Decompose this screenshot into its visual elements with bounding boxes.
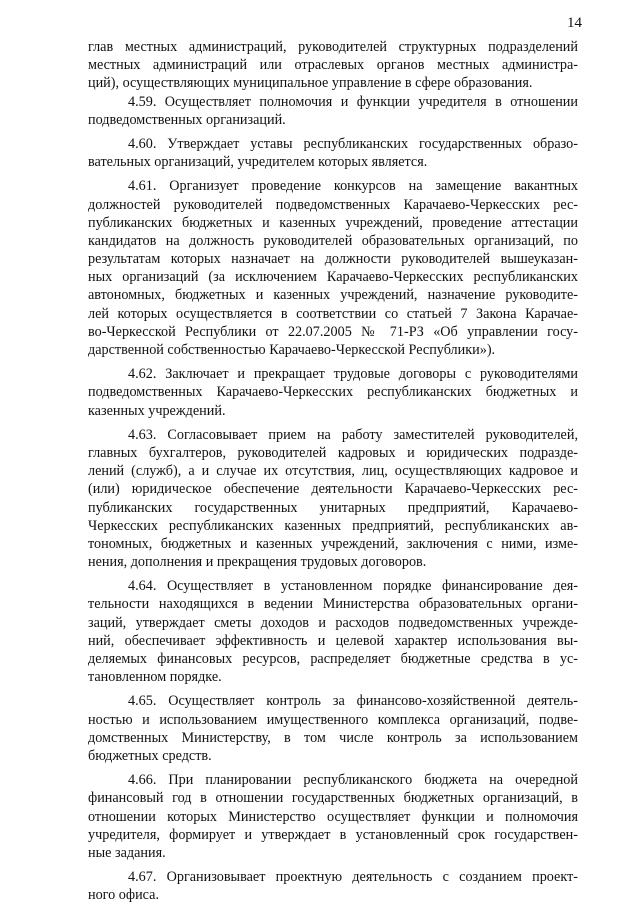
text-line: автономных, бюджетных и казенных учреждений, назначение руководите-: [88, 287, 578, 304]
text-line: главных бухгалтеров, руководителей кадровых и юридических подразде-: [88, 444, 578, 461]
text-line: 4.64. Осуществляет в установленном порядке финансирование дея-: [128, 578, 578, 595]
text-line: кандидатов на должность руководителей образовательных организаций, по: [88, 232, 578, 249]
paragraph-4-64: [88, 577, 578, 686]
text-line: местных администраций или отраслевых органов местных администра-: [88, 57, 578, 74]
text-line: казенных учреждений.: [88, 402, 226, 419]
text-line: домственных Министерству, в том числе контроль за использованием: [88, 729, 578, 746]
text-line: Черкесских республиканских казенных предприятий, республиканских ав-: [88, 517, 578, 534]
text-line: тономных, бюджетных и казенных учреждений, заключения с ними, изме-: [88, 535, 578, 552]
text-line: подведомственных организаций.: [88, 111, 286, 128]
paragraph-4-65: [88, 692, 578, 765]
paragraph-4-61: [88, 177, 578, 359]
text-line: лений (служб), а и случае их отсутствия, лиц, осуществляющих кадровое и: [88, 463, 578, 480]
page-number: 14: [567, 15, 582, 31]
text-line: публиканских государственных унитарных предприятий, Карачаево-: [88, 499, 578, 516]
text-line: 4.61. Организует проведение конкурсов на замещение вакантных: [128, 178, 578, 195]
text-line: ностью и использованием имущественного комплекса организаций, подве-: [88, 711, 578, 728]
text-line: (или) юридическое обеспечение деятельности Карачаево-Черкесских рес-: [88, 481, 578, 498]
text-line: 4.60. Утверждает уставы республиканских государственных образо-: [128, 135, 578, 152]
text-line: заций, утверждает сметы доходов и расходов подведомственных учрежде-: [88, 614, 578, 631]
text-line: 4.65. Осуществляет контроль за финансово-хозяйственной деятель-: [128, 693, 578, 710]
text-line: ных организаций (за исключением Карачаево-Черкесских республиканских: [88, 269, 578, 286]
paragraph-4-67: [88, 868, 578, 904]
text-line: подведомственных Карачаево-Черкесских республиканских бюджетных и: [88, 384, 578, 401]
text-line: ций), осуществляющих муниципальное управление в сфере образования.: [88, 75, 533, 92]
text-line: должностей руководителей подведомственных Карачаево-Черкесских рес-: [88, 196, 578, 213]
text-line: тельности находящихся в ведении Министерства образовательных органи-: [88, 596, 578, 613]
text-line: бюджетных средств.: [88, 747, 212, 764]
text-line: публиканских бюджетных и казенных учреждений, проведение аттестации: [88, 214, 578, 231]
text-line: 4.59. Осуществляет полномочия и функции учредителя в отношении: [128, 93, 578, 110]
paragraph-4-66: [88, 771, 578, 862]
text-line: деляемых финансовых ресурсов, распределяет бюджетные средства в ус-: [88, 651, 578, 667]
text-line: ного офиса.: [88, 887, 159, 904]
text-line: ные задания.: [88, 844, 166, 861]
text-line: 4.67. Организовывает проектную деятельность с созданием проект-: [128, 869, 578, 886]
text-line: глав местных администраций, руководителей структурных подразделений: [88, 39, 578, 55]
text-line: 4.66. При планировании республиканского бюджета на очередной: [128, 772, 578, 789]
text-line: 4.62. Заключает и прекращает трудовые договоры с руководителями: [128, 366, 578, 383]
text-line: лей которых осуществляется в соответствии со статьей 7 Закона Карачае-: [88, 305, 578, 322]
paragraph-4-62: [88, 365, 578, 420]
text-line: во-Черкесской Республики от 22.07.2005 № 71-РЗ «Об управлении госу-: [88, 323, 578, 340]
text-line: отношении которых Министерство осуществляет функции и полномочия: [88, 808, 578, 825]
paragraph-continuation: [88, 38, 578, 93]
paragraph-4-60: [88, 135, 578, 171]
text-line: вательных организаций, учредителем которых является.: [88, 154, 428, 171]
paragraph-4-59: [88, 93, 578, 129]
paragraph-4-63: [88, 426, 578, 572]
text-line: учредителя, формирует и утверждает в установленный срок государствен-: [88, 826, 578, 843]
text-line: финансовый год в отношении государственных бюджетных организаций, в: [88, 790, 578, 807]
text-line: нения, дополнения и прекращения трудовых договоров.: [88, 554, 427, 571]
text-line: результатам которых назначает на должности руководителей вышеуказан-: [88, 251, 578, 268]
text-line: ний, обеспечивает эффективность и целевой характер использования вы-: [88, 632, 578, 649]
text-line: тановленном порядке.: [88, 669, 222, 686]
document-body: [88, 38, 578, 904]
text-line: 4.63. Согласовывает прием на работу заместителей руководителей,: [128, 426, 578, 443]
text-line: дарственной собственностью Карачаево-Черкесской Республики»).: [88, 342, 496, 358]
